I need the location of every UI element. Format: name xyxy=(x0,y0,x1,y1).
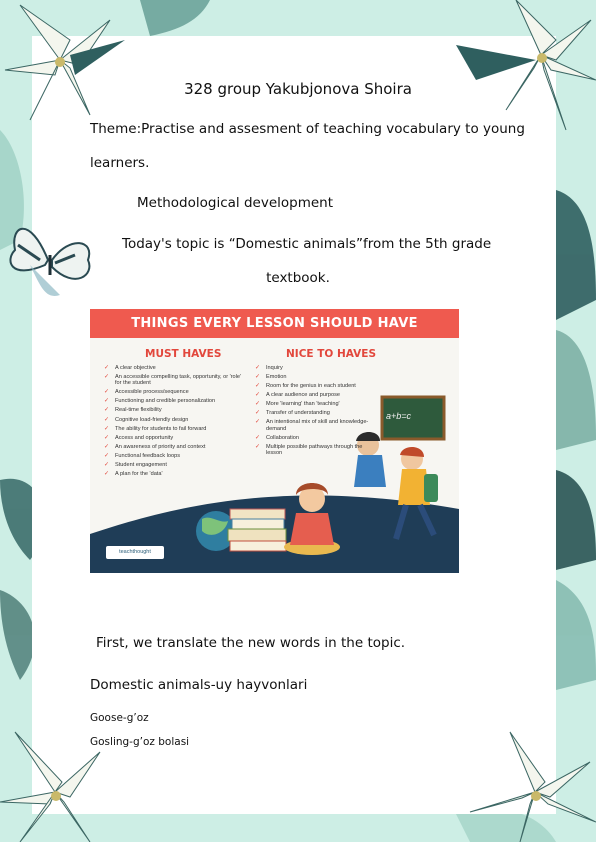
list-item: ✓ A clear objective xyxy=(104,365,244,371)
infographic-header: THINGS EVERY LESSON SHOULD HAVE xyxy=(90,309,459,338)
list-item: ✓ An accessible compelling task, opportunity, or 'role' for the student xyxy=(104,374,244,387)
topic-line: Today's topic is “Domestic animals”from the 5th grade xyxy=(122,236,492,252)
list-item: ✓ An awareness of priority and context xyxy=(104,444,244,450)
flower-bottom-right-icon xyxy=(460,712,596,842)
list-item: ✓ The ability for students to fail forward xyxy=(104,426,244,432)
page-title: 328 group Yakubjonova Shoira xyxy=(184,80,412,98)
nice-to-haves-list xyxy=(255,365,375,459)
list-item: ✓ Student engagement xyxy=(104,462,244,468)
subtitle: Methodological development xyxy=(137,195,334,211)
lesson-infographic xyxy=(90,309,459,573)
list-item: ✓ More 'learning' than 'teaching' xyxy=(255,401,375,407)
list-item: ✓ Collaboration xyxy=(255,435,375,441)
vocabulary-heading: Domestic animals-uy hayvonlari xyxy=(90,677,308,693)
flower-top-left-icon xyxy=(0,0,130,130)
must-haves-title: MUST HAVES xyxy=(145,348,222,360)
list-item: ✓ A clear audience and purpose xyxy=(255,392,375,398)
chalkboard-text: a+b=c xyxy=(386,411,412,421)
list-item: ✓ Room for the genius in each student xyxy=(255,383,375,389)
list-item: ✓ Inquiry xyxy=(255,365,375,371)
must-haves-list xyxy=(104,365,244,480)
list-item: ✓ Functioning and credible personalization xyxy=(104,398,244,404)
nice-to-haves-title: NICE TO HAVES xyxy=(286,348,377,360)
list-item: ✓ Access and opportunity xyxy=(104,435,244,441)
intro-paragraph: First, we translate the new words in the topic. xyxy=(96,635,406,651)
list-item: ✓ Multiple possible pathways through the lesson xyxy=(255,444,375,457)
list-item: ✓ Transfer of understanding xyxy=(255,410,375,416)
list-item: ✓ A plan for the 'data' xyxy=(104,471,244,477)
list-item: ✓ Accessible process/sequence xyxy=(104,389,244,395)
list-item: ✓ An intentional mix of skill and knowledge-demand xyxy=(255,419,375,432)
theme-line: Theme:Practise and assesment of teaching vocabulary to young xyxy=(90,121,525,137)
butterfly-icon xyxy=(0,205,100,305)
theme-line-continued: learners. xyxy=(90,155,150,171)
vocabulary-item: Gosling-g’oz bolasi xyxy=(90,736,190,748)
list-item: ✓ Cognitive load-friendly design xyxy=(104,417,244,423)
topic-line-continued: textbook. xyxy=(266,270,330,286)
vocabulary-item: Goose-g’oz xyxy=(90,712,149,724)
list-item: ✓ Emotion xyxy=(255,374,375,380)
teachthought-logo: teachthought xyxy=(106,546,164,559)
flower-bottom-left-icon xyxy=(0,712,130,842)
list-item: ✓ Real-time flexibility xyxy=(104,407,244,413)
list-item: ✓ Functional feedback loops xyxy=(104,453,244,459)
